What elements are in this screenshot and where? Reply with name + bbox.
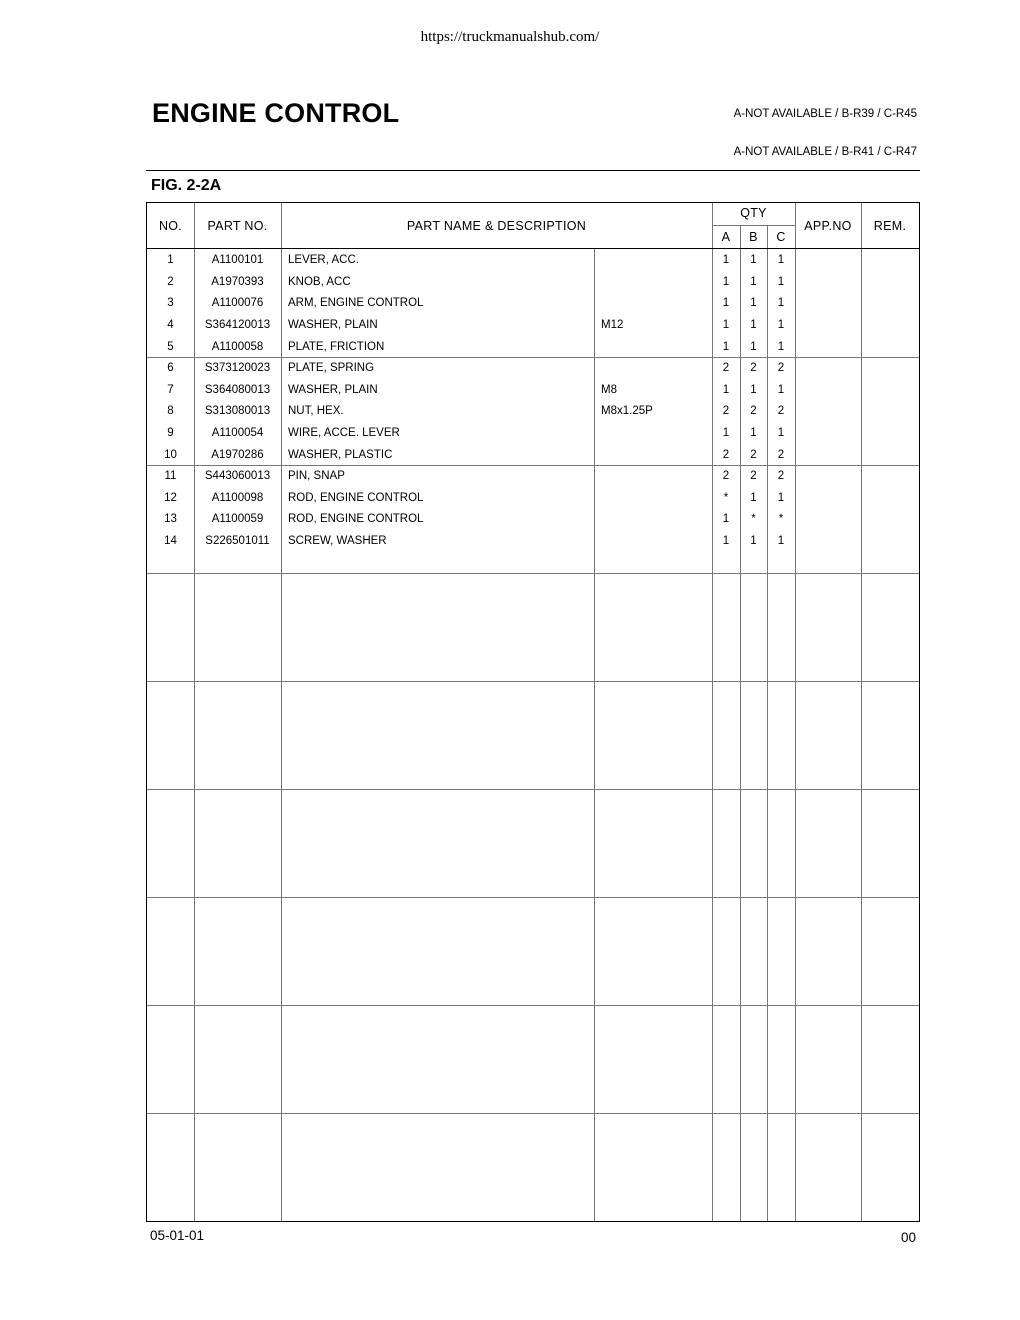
availability-note-1: A-NOT AVAILABLE / B-R39 / C-R45	[733, 108, 917, 120]
part-spec: M12	[601, 319, 624, 332]
part-name: WASHER, PLASTIC	[288, 448, 393, 461]
qty-c: 1	[777, 427, 785, 440]
part-number: S443060013	[204, 470, 271, 482]
table-row	[147, 466, 919, 488]
part-name: SCREW, WASHER	[288, 535, 387, 548]
qty-b: 1	[750, 340, 757, 353]
part-number: A1100058	[211, 340, 264, 353]
part-name: ROD, ENGINE CONTROL	[288, 513, 424, 526]
part-number: S373120023	[204, 362, 271, 374]
part-number: A1100101	[211, 254, 264, 266]
item-no: 9	[167, 427, 174, 440]
table-row	[147, 423, 919, 445]
item-no: 8	[167, 405, 174, 418]
qty-c: 2	[777, 448, 785, 461]
header-app-no: APP.NO	[804, 219, 852, 233]
header-qty-a: A	[721, 230, 731, 244]
part-number: A1100098	[211, 491, 264, 504]
part-name: LEVER, ACC.	[288, 254, 359, 266]
qty-a: 1	[722, 340, 730, 353]
qty-a: 1	[722, 319, 730, 332]
header-part-name: PART NAME & DESCRIPTION	[406, 219, 587, 233]
table-row	[147, 509, 919, 531]
item-no: 5	[167, 340, 174, 353]
availability-note-2: A-NOT AVAILABLE / B-R41 / C-R47	[733, 146, 917, 158]
qty-c: *	[778, 513, 784, 526]
header-divider	[147, 248, 919, 249]
qty-a: 2	[722, 405, 730, 418]
qty-b: 1	[750, 297, 757, 310]
qty-c: 2	[777, 470, 785, 482]
table-row	[147, 293, 919, 315]
row-group-divider	[147, 789, 919, 790]
part-spec: M8x1.25P	[601, 405, 653, 418]
figure-label: FIG. 2-2A	[151, 177, 222, 194]
qty-a: 2	[722, 362, 730, 374]
qty-a: 2	[722, 448, 730, 461]
qty-a: *	[723, 491, 729, 504]
table-row	[147, 488, 919, 510]
qty-b: 1	[750, 383, 757, 396]
item-no: 1	[167, 254, 174, 266]
part-number: A1100059	[211, 513, 264, 526]
source-url[interactable]: https://truckmanualshub.com/	[420, 29, 600, 45]
table-row	[147, 315, 919, 337]
qty-a: 1	[722, 254, 730, 266]
qty-separator	[712, 225, 795, 226]
item-no: 7	[167, 383, 174, 396]
footer-date: 05-01-01	[150, 1228, 205, 1243]
header-rem: REM.	[873, 219, 907, 233]
part-number: S313080013	[204, 405, 271, 418]
qty-a: 2	[722, 470, 730, 482]
part-name: ROD, ENGINE CONTROL	[288, 491, 424, 504]
row-group-divider	[147, 897, 919, 898]
parts-table	[146, 202, 920, 1222]
qty-c: 1	[777, 254, 785, 266]
part-number: A1100076	[211, 297, 264, 310]
item-no: 14	[164, 535, 177, 548]
qty-b: 1	[750, 535, 757, 548]
table-row	[147, 531, 919, 553]
part-number: A1100054	[211, 427, 264, 440]
qty-b: 1	[750, 491, 757, 504]
part-name: WIRE, ACCE. LEVER	[288, 427, 400, 440]
item-no: 10	[164, 448, 177, 461]
row-group-divider	[147, 1113, 919, 1114]
table-row	[147, 250, 919, 272]
qty-c: 1	[777, 491, 785, 504]
item-no: 3	[167, 297, 174, 310]
qty-c: 2	[777, 362, 785, 374]
part-number: S364080013	[204, 383, 271, 396]
qty-b: 1	[750, 319, 757, 332]
row-group-divider	[147, 681, 919, 682]
header-no: NO.	[158, 219, 183, 233]
qty-a: 1	[722, 297, 730, 310]
table-row	[147, 445, 919, 467]
part-name: KNOB, ACC	[288, 275, 351, 288]
header-rule	[146, 170, 920, 171]
row-group-divider	[147, 573, 919, 574]
qty-c: 1	[777, 383, 785, 396]
item-no: 13	[164, 513, 177, 526]
table-row	[147, 401, 919, 423]
item-no: 11	[164, 470, 177, 482]
qty-b: 2	[750, 405, 757, 418]
part-number: A1970286	[211, 448, 264, 461]
item-no: 4	[167, 319, 174, 332]
item-no: 2	[167, 275, 174, 288]
qty-b: *	[751, 513, 756, 526]
table-row	[147, 380, 919, 402]
table-row	[147, 358, 919, 380]
qty-a: 1	[722, 535, 730, 548]
item-no: 12	[164, 491, 177, 504]
qty-c: 1	[777, 275, 785, 288]
part-name: ARM, ENGINE CONTROL	[288, 297, 424, 310]
row-group-divider	[147, 1005, 919, 1006]
part-name: WASHER, PLAIN	[288, 319, 378, 332]
page-title: ENGINE CONTROL	[152, 98, 400, 128]
qty-c: 2	[777, 405, 785, 418]
part-name: NUT, HEX.	[288, 405, 344, 418]
qty-a: 1	[722, 275, 730, 288]
qty-a: 1	[722, 427, 730, 440]
qty-c: 1	[777, 340, 785, 353]
header-qty: QTY	[740, 206, 767, 220]
part-name: PIN, SNAP	[288, 470, 345, 482]
header-part-no: PART NO.	[207, 219, 268, 233]
header-qty-c: C	[776, 230, 786, 244]
qty-b: 2	[750, 470, 757, 482]
footer-page-number: 00	[900, 1230, 916, 1245]
part-number: A1970393	[211, 275, 264, 288]
qty-c: 1	[777, 535, 785, 548]
qty-a: 1	[722, 383, 730, 396]
header-qty-b: B	[749, 230, 758, 244]
qty-b: 2	[750, 448, 757, 461]
qty-a: 1	[722, 513, 730, 526]
part-name: WASHER, PLAIN	[288, 383, 378, 396]
part-name: PLATE, FRICTION	[288, 340, 385, 353]
table-row	[147, 272, 919, 294]
qty-c: 1	[777, 319, 785, 332]
part-number: S364120013	[204, 319, 271, 332]
qty-b: 1	[750, 427, 757, 440]
qty-b: 2	[750, 362, 757, 374]
part-spec: M8	[601, 383, 617, 396]
table-row	[147, 337, 919, 359]
part-number: S226501011	[205, 535, 270, 548]
qty-b: 1	[750, 254, 757, 266]
item-no: 6	[167, 362, 174, 374]
qty-b: 1	[750, 275, 757, 288]
qty-c: 1	[777, 297, 785, 310]
part-name: PLATE, SPRING	[288, 362, 375, 374]
